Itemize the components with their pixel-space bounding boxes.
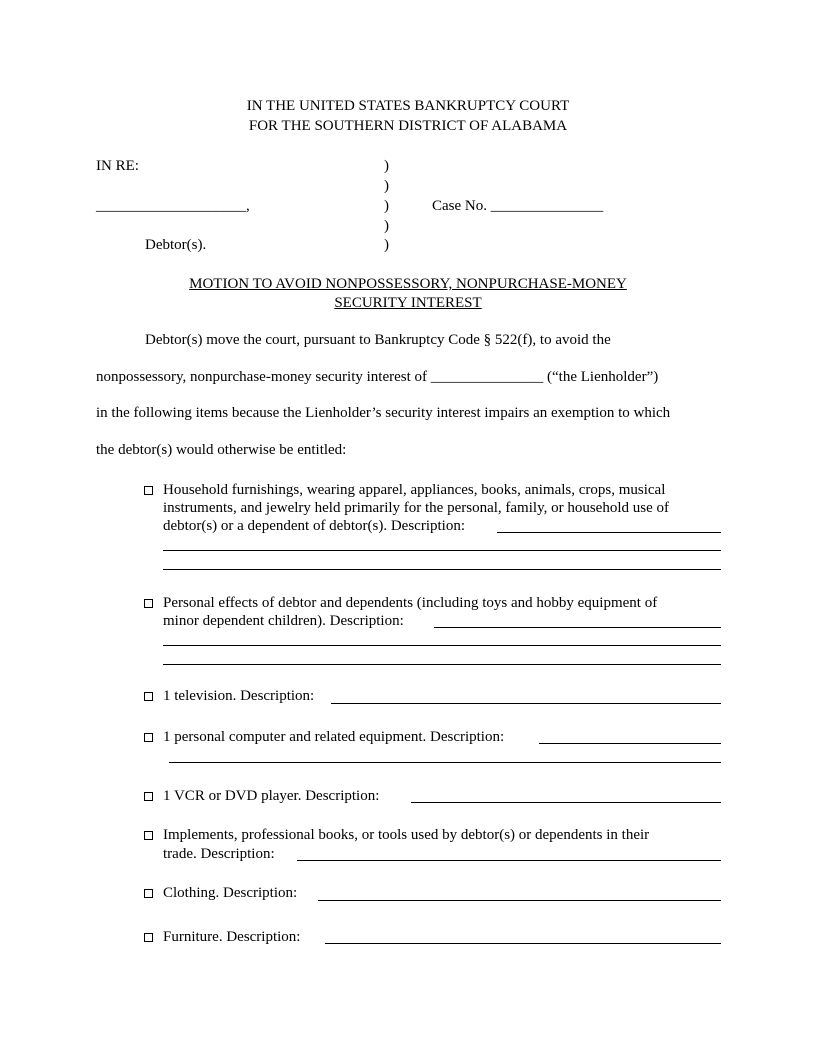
item-television: 1 television. Description: [163,688,315,704]
checkbox-household-furnishings[interactable] [144,486,153,495]
vcr-dvd-description-line[interactable] [411,802,721,803]
motion-title-line1: MOTION TO AVOID NONPOSSESSORY, NONPURCHASE-MONEY [189,276,627,292]
checkbox-vcr-dvd[interactable] [144,792,153,801]
item-vcr-dvd: 1 VCR or DVD player. Description: [163,788,380,804]
caption-paren: ) [384,198,389,214]
body-line-3: in the following items because the Lienholder’s security interest impairs an exemption to which [96,405,671,421]
household-description-line[interactable] [163,569,721,570]
checkbox-clothing[interactable] [144,889,153,898]
checkbox-television[interactable] [144,692,153,701]
caption-paren: ) [384,178,389,194]
personal-effects-description-line[interactable] [163,664,721,665]
court-name-line2: FOR THE SOUTHERN DISTRICT OF ALABAMA [248,118,568,134]
checkbox-personal-effects[interactable] [144,599,153,608]
item-tools-line1: Implements, professional books, or tools used by debtor(s) or dependents in their [163,827,650,843]
checkbox-furniture[interactable] [144,933,153,942]
clothing-description-line[interactable] [318,900,721,901]
furniture-description-line[interactable] [325,943,721,944]
computer-description-line[interactable] [539,743,721,744]
body-line-1: Debtor(s) move the court, pursuant to Bankruptcy Code § 522(f), to avoid the [145,332,611,348]
caption-paren: ) [384,237,389,253]
household-description-line[interactable] [497,532,721,533]
television-description-line[interactable] [331,703,721,704]
case-number-field: Case No. _______________ [432,198,604,214]
item-household-line1: Household furnishings, wearing apparel, appliances, books, animals, crops, musical [163,482,666,498]
caption-paren: ) [384,218,389,234]
item-personal-computer: 1 personal computer and related equipment. Description: [163,729,505,745]
item-tools-line2: trade. Description: [163,846,275,862]
in-re-label: IN RE: [96,158,139,174]
item-personal-effects-line1: Personal effects of debtor and dependents (including toys and hobby equipment of [163,595,658,611]
item-personal-effects-line2: minor dependent children). Description: [163,613,404,629]
tools-description-line[interactable] [297,860,721,861]
item-clothing: Clothing. Description: [163,885,298,901]
computer-description-line[interactable] [169,762,721,763]
motion-title-line2: SECURITY INTEREST [334,295,482,311]
checkbox-personal-computer[interactable] [144,733,153,742]
debtor-name-blank: ____________________, [96,198,250,214]
debtor-label: Debtor(s). [145,237,207,253]
body-line-2: nonpossessory, nonpurchase-money security interest of _______________ (“the Lienholder”) [96,369,659,385]
item-household-line2: instruments, and jewelry held primarily for the personal, family, or household use of [163,500,669,516]
caption-paren: ) [384,158,389,174]
personal-effects-description-line[interactable] [163,645,721,646]
checkbox-tools-of-trade[interactable] [144,831,153,840]
body-line-4: the debtor(s) would otherwise be entitled: [96,442,347,458]
item-furniture: Furniture. Description: [163,929,301,945]
household-description-line[interactable] [163,550,721,551]
item-household-line3: debtor(s) or a dependent of debtor(s). Description: [163,518,465,534]
court-name-line1: IN THE UNITED STATES BANKRUPTCY COURT [246,98,570,114]
personal-effects-description-line[interactable] [434,627,721,628]
